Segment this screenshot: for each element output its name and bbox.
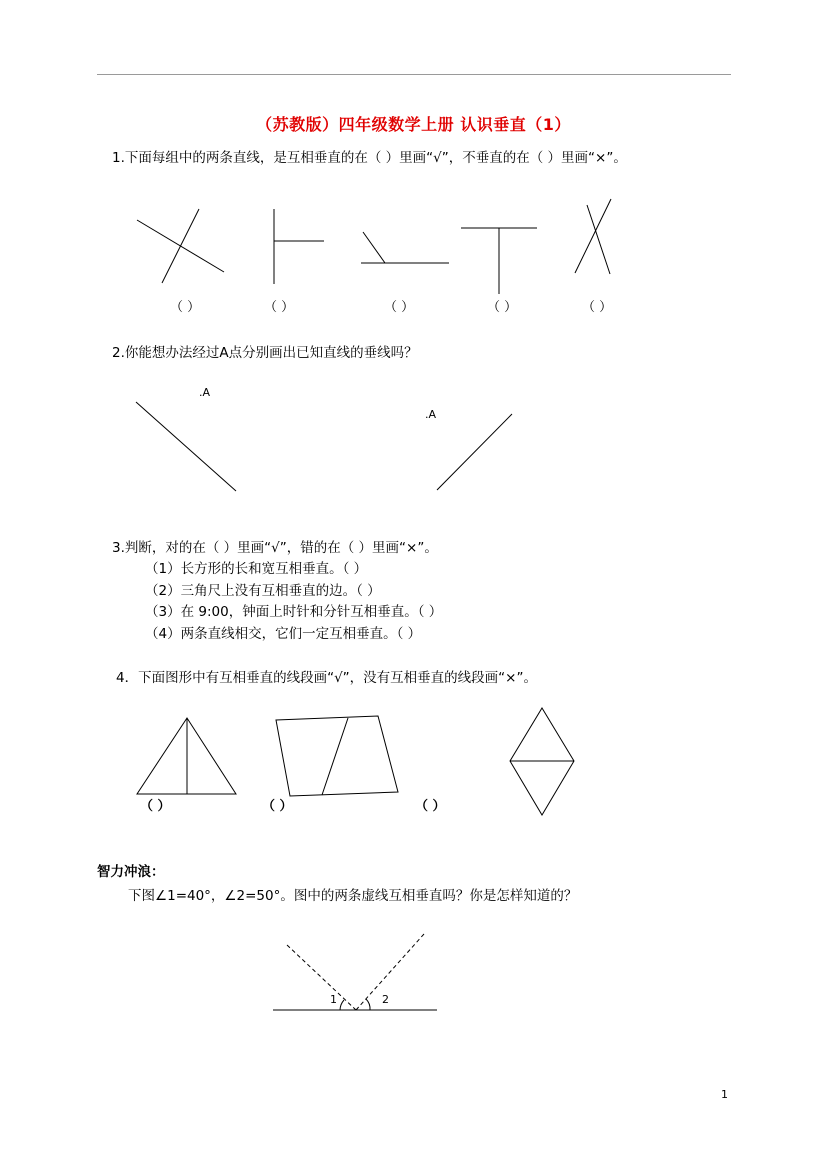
q1-answer-3[interactable]: （ ）	[384, 300, 415, 315]
q1-fig1-line-b	[162, 209, 199, 283]
q1-answer-1[interactable]: （ ）	[170, 300, 201, 315]
q3-item-1: （1）长方形的长和宽互相垂直。（ ）	[145, 561, 368, 577]
q2-given-line-1	[136, 402, 236, 491]
challenge-angle-arc-1	[340, 1000, 344, 1010]
question-2-text: 2.你能想办法经过A点分别画出已知直线的垂线吗？	[112, 345, 418, 361]
q3-item-4: （4）两条直线相交，它们一定互相垂直。（ ）	[145, 626, 422, 642]
q1-answer-2[interactable]: （ ）	[264, 300, 295, 315]
q4-answer-1[interactable]: （ ）	[140, 799, 171, 814]
q4-answer-3[interactable]: （ ）	[415, 799, 446, 814]
challenge-heading: 智力冲浪：	[97, 864, 165, 880]
question-4-text: 4．下面图形中有互相垂直的线段画“√”，没有互相垂直的线段画“×”。	[116, 670, 537, 686]
page-title: （苏教版）四年级数学上册 认识垂直（1）	[256, 115, 571, 134]
q2-point-a-2: .A	[425, 408, 437, 421]
challenge-dashed-line-1	[287, 945, 356, 1010]
question-1-text: 1.下面每组中的两条直线，是互相垂直的在（ ）里画“√”，不垂直的在（ ）里画“×”。	[112, 150, 627, 166]
q1-answer-4[interactable]: （ ）	[487, 300, 518, 315]
q1-fig5-line-b	[587, 205, 610, 274]
q4-answer-2[interactable]: （ ）	[262, 799, 293, 814]
challenge-angle-label-1: 1	[330, 993, 337, 1006]
page-number: 1	[721, 1088, 728, 1101]
challenge-angle-arc-2	[366, 999, 370, 1010]
q3-item-3: （3）在 9:00，钟面上时针和分针互相垂直。（ ）	[145, 604, 443, 620]
q1-fig3-line-slant	[363, 232, 385, 263]
q4-quadrilateral	[276, 716, 398, 796]
q3-item-2: （2）三角尺上没有互相垂直的边。（ ）	[145, 583, 381, 599]
challenge-angle-label-2: 2	[382, 993, 389, 1006]
challenge-text: 下图∠1=40°，∠2=50°。图中的两条虚线互相垂直吗？你是怎样知道的？	[128, 888, 578, 904]
challenge-dashed-line-2	[356, 934, 424, 1010]
q1-answer-5[interactable]: （ ）	[582, 300, 613, 315]
q2-point-a-1: .A	[199, 386, 211, 399]
question-3-text: 3.判断，对的在（ ）里画“√”，错的在（ ）里画“×”。	[112, 540, 438, 556]
q2-given-line-2	[437, 414, 512, 490]
q4-quadrilateral-segment	[322, 718, 348, 795]
